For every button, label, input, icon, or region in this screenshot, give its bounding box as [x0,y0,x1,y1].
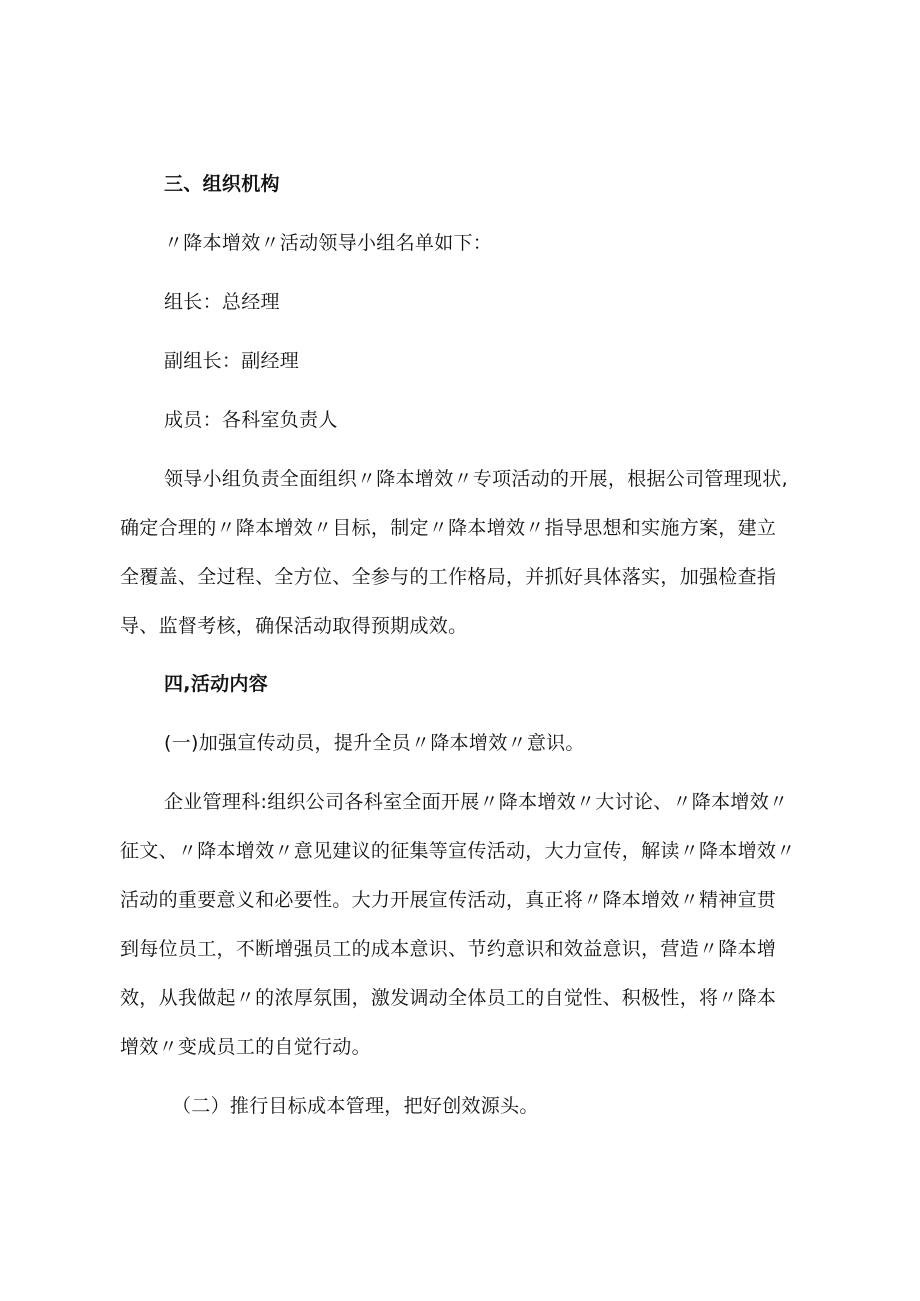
paragraph-line: 全覆盖、全过程、全方位、全参与的工作格局，并抓好具体落实，加强检查指 [120,566,777,588]
paragraph-line: 企业管理科:组织公司各科室全面开展〃降本增效〃大讨论、〃降本增效〃 [164,791,789,813]
section-heading-activities: 四,活动内容 [164,673,269,695]
paragraph-line: 活动的重要意义和必要性。大力开展宣传活动，真正将〃降本增效〃精神宣贯 [120,889,777,911]
paragraph-line: 征文、〃降本增效〃意见建议的征集等宣传活动，大力宣传，解读〃降本增效〃 [120,840,796,862]
deputy-leader-line: 副组长：副经理 [164,350,300,372]
leadership-group-intro: 〃降本增效〃活动领导小组名单如下： [164,232,493,254]
item-1-title: (一)加强宣传动员，提升全员〃降本增效〃意识。 [164,732,585,754]
section-heading-organization: 三、组织机构 [164,173,280,195]
paragraph-line: 导、监督考核，确保活动取得预期成效。 [120,615,468,637]
group-leader-line: 组长：总经理 [164,291,280,313]
item-2-title: （二）推行目标成本管理，把好创效源头。 [172,1095,539,1117]
paragraph-line: 效，从我做起〃的浓厚氛围，激发调动全体员工的自觉性、积极性，将〃降本 [120,987,777,1009]
paragraph-line: 领导小组负责全面组织〃降本增效〃专项活动的开展，根据公司管理现状, [164,468,788,490]
members-line: 成员：各科室负责人 [164,409,338,431]
paragraph-line: 确定合理的〃降本增效〃目标，制定〃降本增效〃指导思想和实施方案，建立 [120,517,777,539]
paragraph-line: 增效〃变成员工的自觉行动。 [120,1036,371,1058]
paragraph-line: 到每位员工，不断增强员工的成本意识、节约意识和效益意识，营造〃降本增 [120,938,777,960]
